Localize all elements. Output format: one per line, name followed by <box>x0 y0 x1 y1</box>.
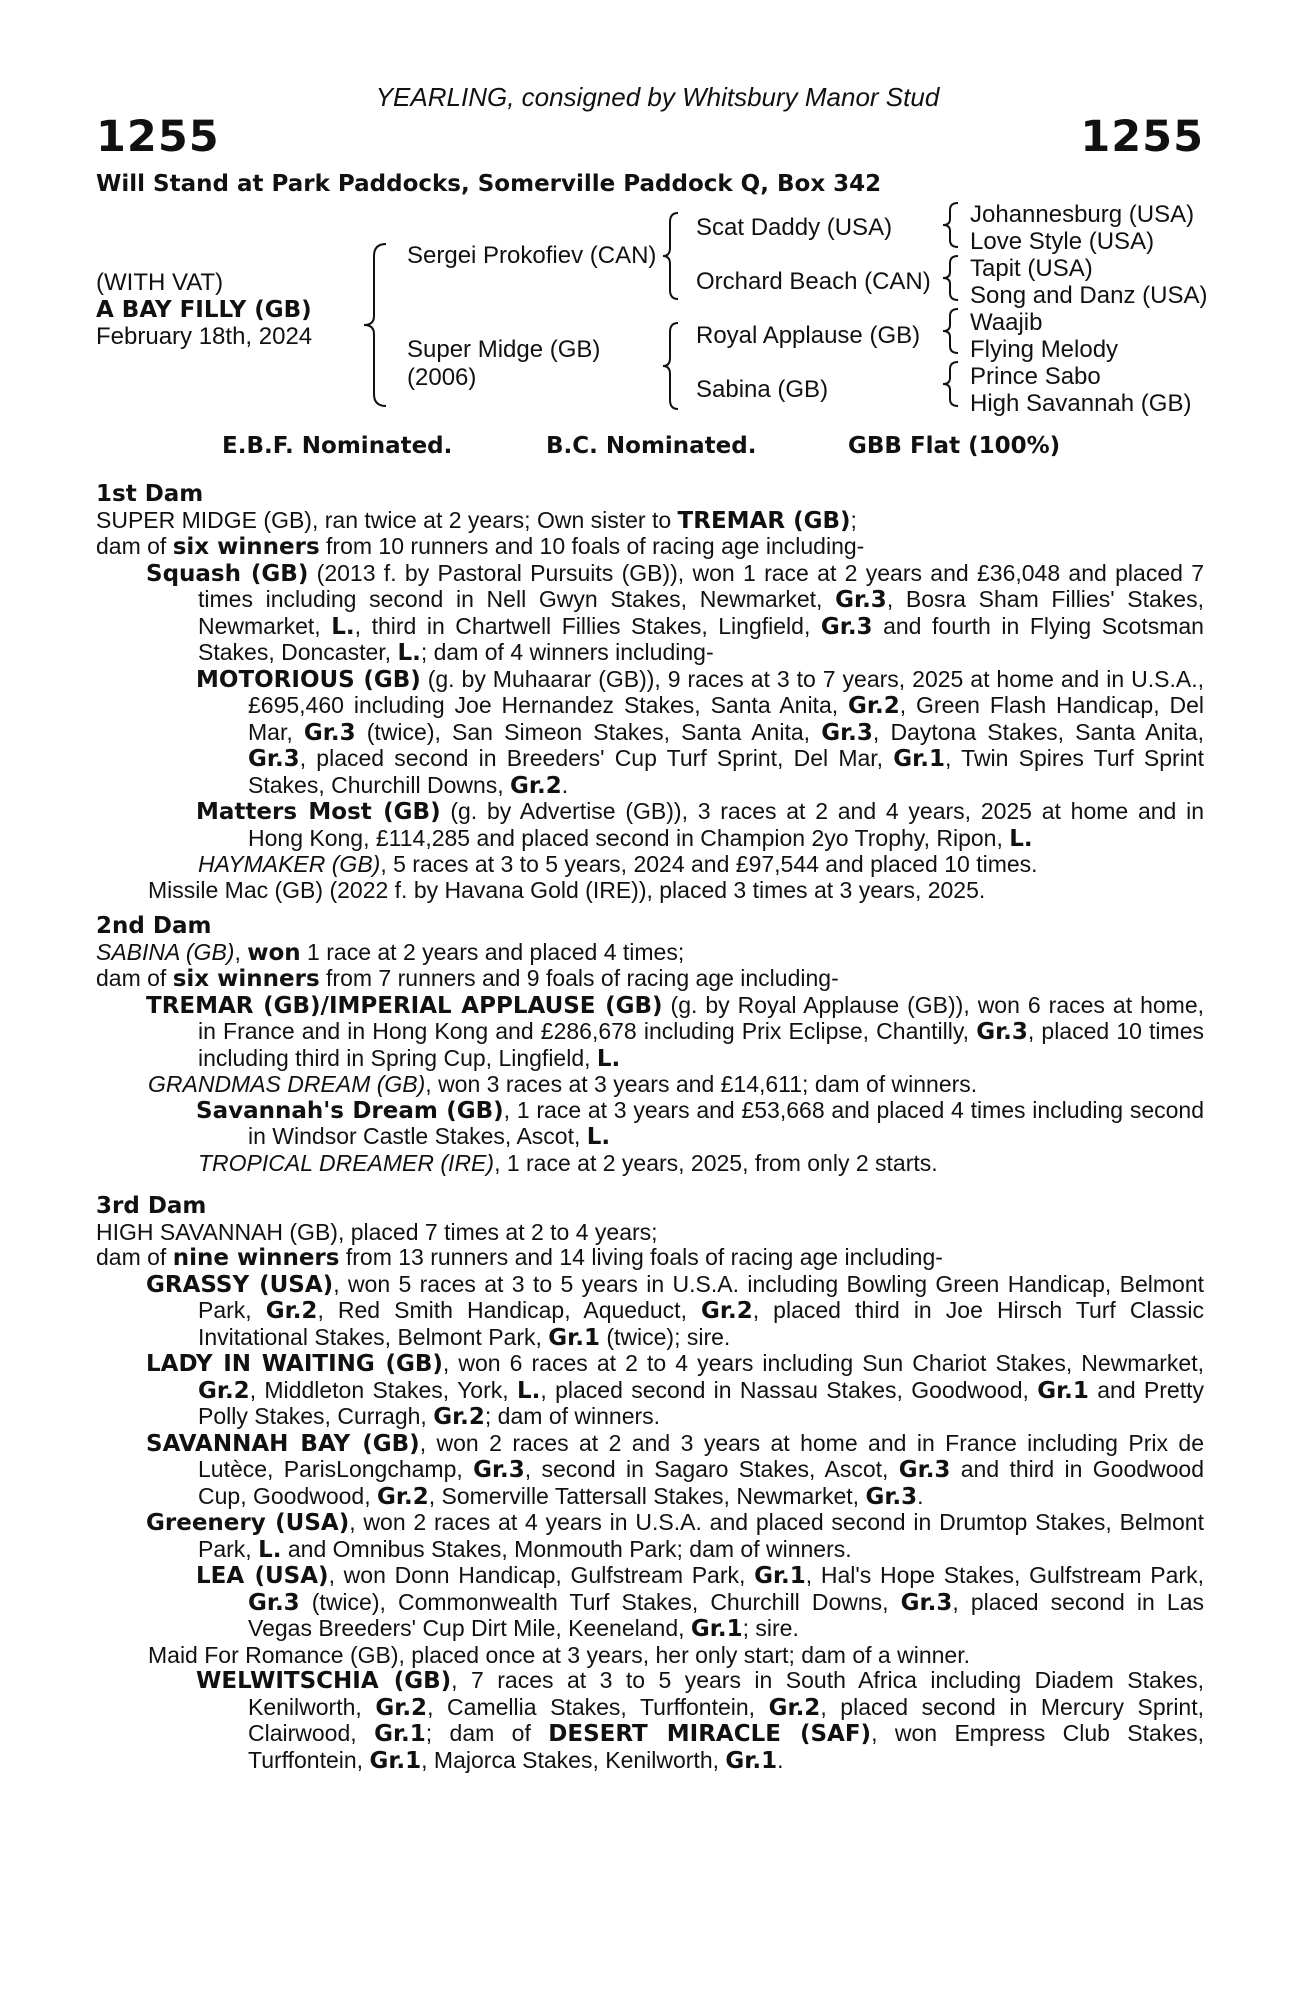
third-dam-section <box>96 1194 1204 1774</box>
lot-number-left: 1255 <box>96 112 220 162</box>
produce-entry: LADY IN WAITING (GB), won 6 races at 2 to 4 years including Sun Chariot Stakes, Newmarket, Gr.2, Middleton Stakes, York, L., placed second in Nassau Stakes, Goodwood, Gr.1 and Pretty Polly Stakes, Curragh, Gr.2; dam of winners. <box>146 1350 1205 1430</box>
foaling-date: February 18th, 2024 <box>96 323 313 350</box>
first-dam-section <box>96 482 1204 903</box>
dam-dam-sire: Prince Sabo <box>970 363 1101 390</box>
produce-entry: Maid For Romance (GB), placed once at 3 years, her only start; dam of a winner. <box>148 1641 970 1668</box>
dam-produce-summary: dam of six winners from 7 runners and 9 foals of racing age including- <box>96 965 839 992</box>
pedigree-brace-dd <box>940 359 962 409</box>
lot-number-right: 1255 <box>1080 112 1204 162</box>
dam: Super Midge (GB) <box>407 336 601 363</box>
dam-summary: SUPER MIDGE (GB), ran twice at 2 years; Own sister to TREMAR (GB); <box>96 506 857 534</box>
sire-dam-dam: Song and Danz (USA) <box>970 282 1208 309</box>
dam-sire-dam: Flying Melody <box>970 336 1119 363</box>
produce-entry: SAVANNAH BAY (GB), won 2 races at 2 and 3 years at home and in France including Prix de Lutèce, ParisLongchamp, Gr.3, second in Sagaro Stakes, Ascot, Gr.3 and third in Goodwood Cup, Goodwood, Gr.2, Somerville Tattersall Stakes, Newmarket, Gr.3. <box>146 1429 1205 1510</box>
sire-dam-sire: Tapit (USA) <box>970 255 1093 282</box>
dam-produce-summary: dam of six winners from 10 runners and 10 foals of racing age including- <box>96 533 865 560</box>
produce-entry: GRASSY (USA), won 5 races at 3 to 5 years in U.S.A. including Bowling Green Handicap, Belmont Park, Gr.2, Red Smith Handicap, Aqueduct, Gr.2, placed third in Joe Hirsch Turf Classic Invitational Stakes, Belmont Park, Gr.1 (twice); sire. <box>146 1270 1204 1351</box>
produce-entry: TROPICAL DREAMER (IRE), 1 race at 2 years, 2025, from only 2 starts. <box>198 1149 938 1176</box>
sire-sire-dam: Love Style (USA) <box>970 228 1155 255</box>
sire-dam: Orchard Beach (CAN) <box>696 268 931 295</box>
produce-entry: GRANDMAS DREAM (GB), won 3 races at 3 years and £14,611; dam of winners. <box>148 1071 978 1097</box>
horse-name: A BAY FILLY (GB) <box>96 297 312 323</box>
produce-entry: TREMAR (GB)/IMPERIAL APPLAUSE (GB) (g. by Royal Applause (GB)), won 6 races at home, in France and in Hong Kong and £286,678 including Prix Eclipse, Chantilly, Gr.3, placed 10 times including third in Spring Cup, Lingfield, L. <box>146 991 1205 1072</box>
section-heading: 2nd Dam <box>96 913 212 939</box>
dam-dam: Sabina (GB) <box>696 376 829 403</box>
stand-location: Will Stand at Park Paddocks, Somerville Paddock Q, Box 342 <box>96 171 882 197</box>
produce-entry: Greenery (USA), won 2 races at 4 years in U.S.A. and placed second in Drumtop Stakes, Belmont Park, L. and Omnibus Stakes, Monmouth Park; dam of winners. <box>146 1509 1204 1563</box>
section-heading: 3rd Dam <box>96 1193 207 1219</box>
produce-entry: MOTORIOUS (GB) (g. by Muhaarar (GB)), 9 races at 3 to 7 years, 2025 at home and in U.S.A., £695,460 including Joe Hernandez Stakes, Santa Anita, Gr.2, Green Flash Handicap, Del Mar, Gr.3 (twice), San Simeon Stakes, Santa Anita, Gr.3, Daytona Stakes, Santa Anita, Gr.3, placed second in Breeders' Cup Turf Sprint, Del Mar, Gr.1, Twin Spires Turf Sprint Stakes, Churchill Downs, Gr.2. <box>196 665 1205 799</box>
pedigree-brace-sd <box>940 253 962 303</box>
sire-sire-sire: Johannesburg (USA) <box>970 201 1195 228</box>
dam-sire-sire: Waajib <box>970 309 1043 336</box>
pedigree-brace-sire <box>660 210 682 302</box>
dam-summary: SABINA (GB), won 1 race at 2 years and placed 4 times; <box>96 938 685 966</box>
pedigree-brace-ss <box>940 200 962 250</box>
second-dam-section <box>96 914 1204 1176</box>
dam-year: (2006) <box>407 364 477 391</box>
produce-entry: Missile Mac (GB) (2022 f. by Havana Gold (IRE)), placed 3 times at 3 years, 2025. <box>148 876 986 903</box>
dam-dam-dam: High Savannah (GB) <box>970 390 1192 417</box>
vat-label: (WITH VAT) <box>96 269 224 296</box>
produce-entry: LEA (USA), won Donn Handicap, Gulfstream Park, Gr.1, Hal's Hope Stakes, Gulfstream Park, Gr.3 (twice), Commonwealth Turf Stakes, Churchill Downs, Gr.3, placed second in Las Vegas Breeders' Cup Dirt Mile, Keeneland, Gr.1; sire. <box>196 1562 1204 1642</box>
pedigree-brace-dam <box>660 320 682 412</box>
dam-summary: HIGH SAVANNAH (GB), placed 7 times at 2 to 4 years; <box>96 1218 658 1245</box>
produce-entry: Squash (GB) (2013 f. by Pastoral Pursuits (GB)), won 1 race at 2 years and £36,048 and placed 7 times including second in Nell Gwyn Stakes, Newmarket, Gr.3, Bosra Sham Fillies' Stakes, Newmarket, L., third in Chartwell Fillies Stakes, Lingfield, Gr.3 and fourth in Flying Scotsman Stakes, Doncaster, L.; dam of 4 winners including- <box>146 559 1204 666</box>
dam-sire: Royal Applause (GB) <box>696 322 921 349</box>
pedigree-brace-ds <box>940 306 962 356</box>
produce-entry: HAYMAKER (GB), 5 races at 3 to 5 years, 2024 and £97,544 and placed 10 times. <box>198 851 1038 877</box>
produce-entry: WELWITSCHIA (GB), 7 races at 3 to 5 years in South Africa including Diadem Stakes, Kenilworth, Gr.2, Camellia Stakes, Turffontein, Gr.2, placed second in Mercury Sprint, Clairwood, Gr.1; dam of DESERT MIRACLE (SAF), won Empress Club Stakes, Turffontein, Gr.1, Majorca Stakes, Kenilworth, Gr.1. <box>196 1667 1205 1774</box>
produce-entry: Savannah's Dream (GB), 1 race at 3 years and £53,668 and placed 4 times including second in Windsor Castle Stakes, Ascot, L. <box>196 1096 1204 1150</box>
sire: Sergei Prokofiev (CAN) <box>407 242 657 269</box>
pedigree-brace-main <box>360 240 390 410</box>
produce-entry: Matters Most (GB) (g. by Advertise (GB)), 3 races at 2 and 4 years, 2025 at home and in Hong Kong, £114,285 and placed second in Champion 2yo Trophy, Ripon, L. <box>196 798 1204 852</box>
ebf-nomination: E.B.F. Nominated. <box>222 433 453 459</box>
bc-nomination: B.C. Nominated. <box>546 433 757 459</box>
gbb-flat: GBB Flat (100%) <box>848 433 1061 459</box>
dam-produce-summary: dam of nine winners from 13 runners and 14 living foals of racing age including- <box>96 1244 943 1271</box>
consignor-line: YEARLING, consigned by Whitsbury Manor Stud <box>375 82 940 112</box>
section-heading: 1st Dam <box>96 481 204 507</box>
sire-sire: Scat Daddy (USA) <box>696 214 893 241</box>
